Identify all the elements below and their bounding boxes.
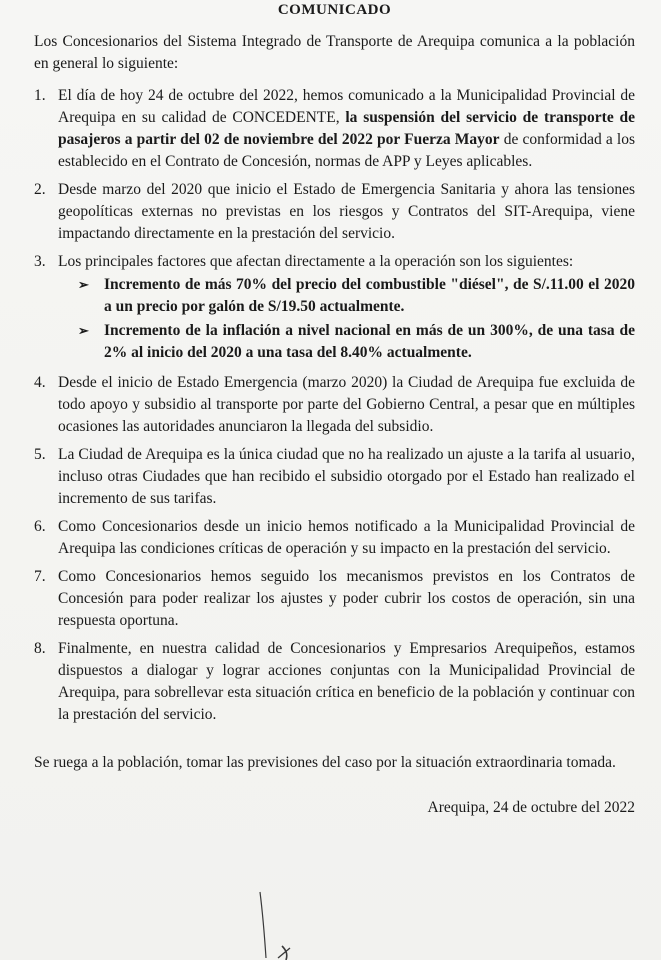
- list-item-number: 1.: [34, 87, 46, 104]
- emphasized-text: la suspensión del servicio de transporte de pasajeros a partir del 02 de noviembre del 2022 por Fuerza Mayor: [58, 109, 635, 148]
- list-item-text: [58, 566, 635, 632]
- body-text: Desde marzo del 2020 que inicio el Estado de Emergencia Sanitaria y ahora las tensiones geopolíticas externas no previstas en los riesgos y Contratos del SIT-Arequipa, viene impactando directamente en la prestación del servicio.: [58, 181, 635, 242]
- arrow-bullet-icon: ➢: [78, 323, 89, 338]
- body-text: Finalmente, en nuestra calidad de Concesionarios y Empresarios Arequipeños, estamos dispuestos a dialogar y lograr acciones conjuntas con la Municipalidad Provincial de Arequipa, para sobrellevar esta situación crítica en beneficio de la población y continuar con la prestación del servicio.: [58, 640, 635, 723]
- sub-list-item-text: Incremento de la inflación a nivel nacional en más de un 300%, de una tasa de 2% al inicio del 2020 a una tasa del 8.40% actualmente.: [104, 322, 635, 361]
- list-item: [34, 516, 635, 560]
- list-item-number: 3.: [34, 253, 46, 270]
- body-text: Como Concesionarios hemos seguido los mecanismos previstos en los Contratos de Concesión para poder realizar los ajustes y poder cubrir los costos de operación, sin una respuesta oportuna.: [58, 568, 635, 629]
- list-item: [34, 179, 635, 245]
- list-item-number: 8.: [34, 640, 46, 657]
- list-item: [34, 372, 635, 438]
- sub-list-item: [58, 320, 635, 364]
- list-item: [34, 251, 635, 366]
- list-item: [34, 638, 635, 726]
- list-item-text: [58, 444, 635, 510]
- sub-list-item-text: Incremento de más 70% del precio del combustible "diésel", de S/.11.00 el 2020 a un precio por galón de S/19.50 actualmente.: [104, 276, 635, 315]
- list-item-text: [58, 179, 635, 245]
- body-text: Desde el inicio de Estado Emergencia (marzo 2020) la Ciudad de Arequipa fue excluida de todo apoyo y subsidio al transporte por parte del Gobierno Central, a pesar que en múltiples ocasiones las autoridades anunciaron la llegada del subsidio.: [58, 374, 635, 435]
- list-item: [34, 566, 635, 632]
- list-item-text: [58, 251, 635, 366]
- body-text: La Ciudad de Arequipa es la única ciudad que no ha realizado un ajuste a la tarifa al usuario, incluso otras Ciudades que han recibido el subsidio otorgado por el Estado han realizado el incremento de sus tarifas.: [58, 446, 635, 507]
- arrow-bullet-icon: ➢: [78, 277, 89, 292]
- list-item-number: 4.: [34, 374, 46, 391]
- list-item-number: 5.: [34, 446, 46, 463]
- intro-paragraph: Los Concesionarios del Sistema Integrado de Transporte de Arequipa comunica a la población en general lo siguiente:: [34, 33, 635, 72]
- list-item-number: 7.: [34, 568, 46, 585]
- signature-mark-icon: [256, 888, 316, 960]
- list-item-number: 6.: [34, 518, 46, 535]
- document-title: COMUNICADO: [277, 2, 392, 18]
- list-item-text: [58, 85, 635, 173]
- body-text: de conformidad a los establecido en el Contrato de Concesión, normas de APP y Leyes aplicables.: [58, 131, 636, 170]
- list-item: [34, 444, 635, 510]
- list-item-text: [58, 516, 635, 560]
- body-text: Los principales factores que afectan directamente a la operación son los siguientes:: [58, 253, 574, 270]
- numbered-list: [34, 85, 635, 726]
- list-item-text: [58, 372, 635, 438]
- sub-list: [58, 274, 635, 364]
- closing-paragraph: Se ruega a la población, tomar las previsiones del caso por la situación extraordinaria tomada.: [34, 754, 616, 771]
- list-item-number: 2.: [34, 181, 46, 198]
- list-item-text: [58, 638, 635, 726]
- list-item: [34, 85, 635, 173]
- body-text: Como Concesionarios desde un inicio hemos notificado a la Municipalidad Provincial de Arequipa las condiciones críticas de operación y su impacto en la prestación del servicio.: [58, 518, 635, 557]
- body-text: El día de hoy 24 de octubre del 2022, hemos comunicado a la Municipalidad Provincial de Arequipa en su calidad de CONCEDENTE,: [58, 87, 635, 126]
- sub-list-item: [58, 274, 635, 318]
- place-date: Arequipa, 24 de octubre del 2022: [427, 799, 635, 816]
